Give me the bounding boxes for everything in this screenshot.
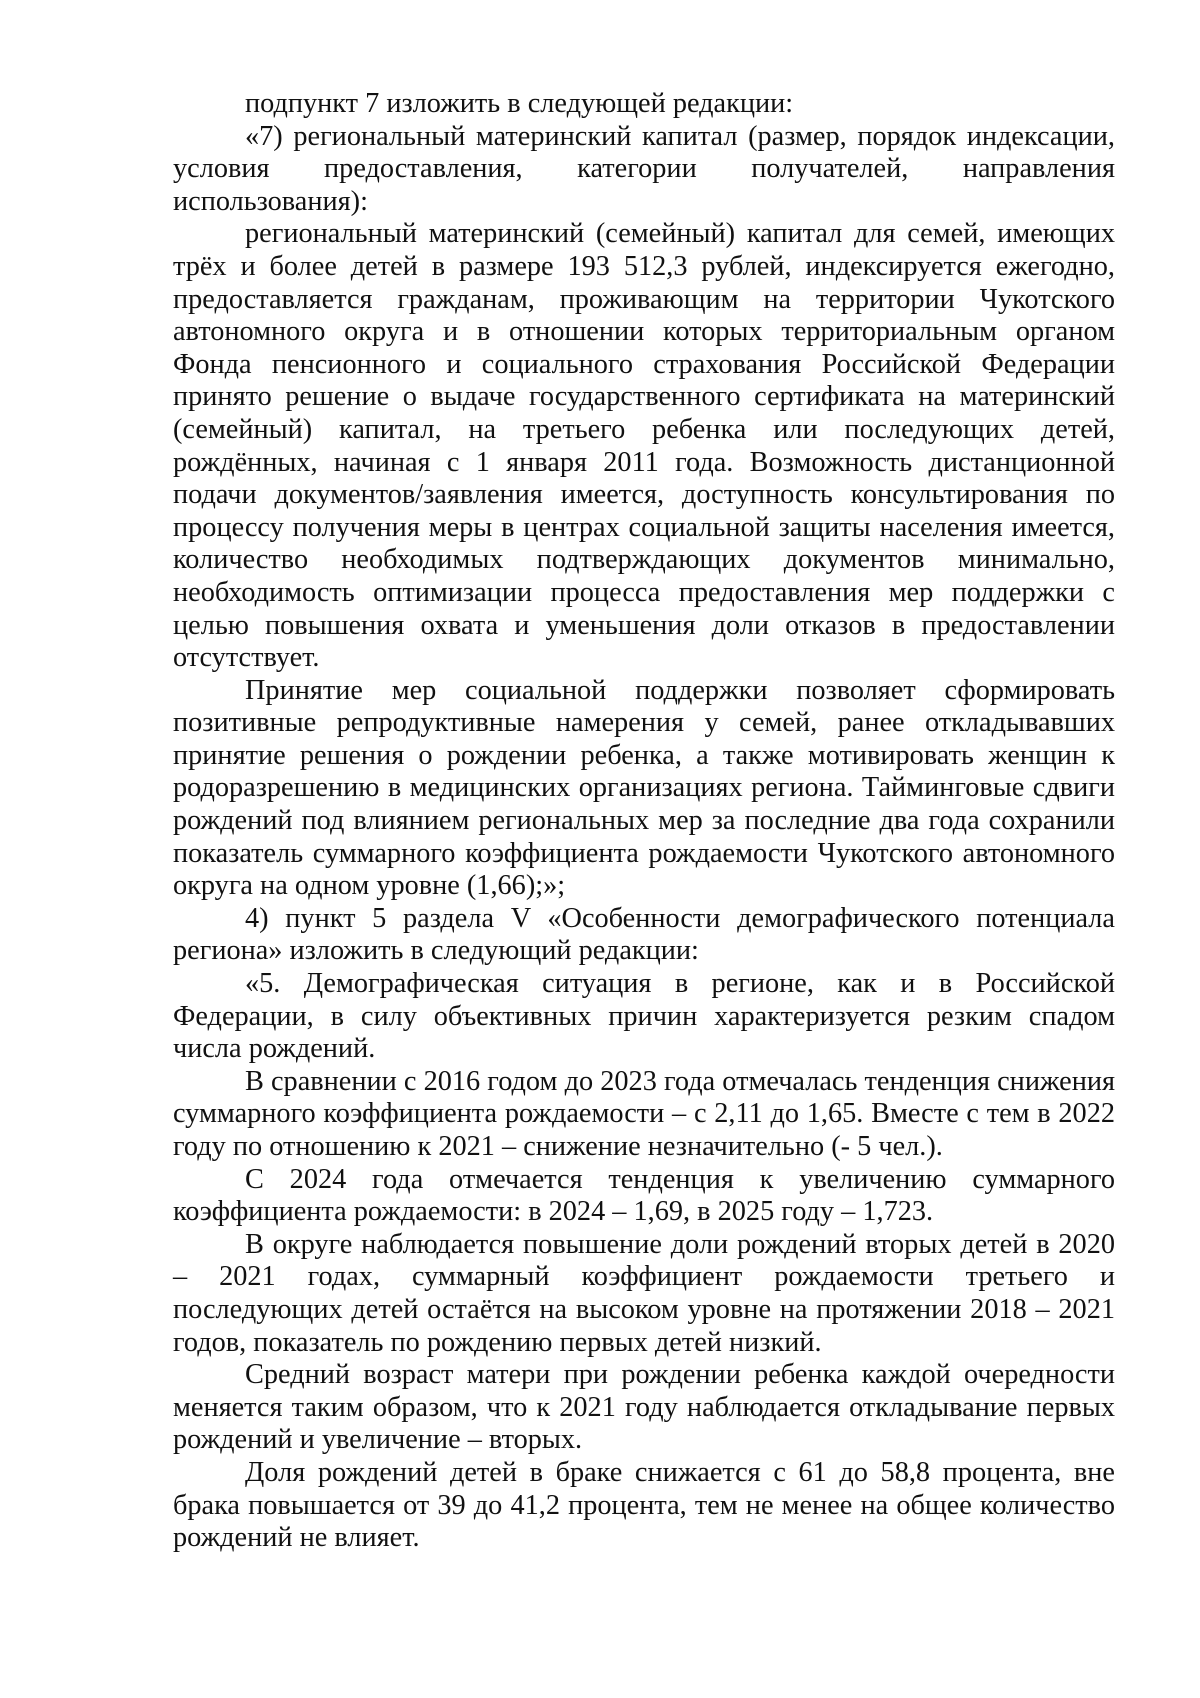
paragraph-regional-capital-heading: «7) региональный материнский капитал (размер, порядок индексации, условия предоставления, категории получателей, направления использования): bbox=[173, 120, 1115, 217]
paragraph-fertility-decline: В сравнении с 2016 годом до 2023 года отмечалась тенденция снижения суммарного коэффициента рождаемости – с 2,11 до 1,65. Вместе с тем в 2022 году по отношению к 2021 – снижение незначительно (- 5 чел.). bbox=[173, 1065, 1115, 1162]
paragraph-social-support-measures: Принятие мер социальной поддержки позволяет сформировать позитивные репродуктивные намерения у семей, ранее откладывавших принятие решения о рождении ребенка, а также мотивировать женщин к родоразрешению в медицинских организациях региона. Тайминговые сдвиги рождений под влиянием региональных мер за последние два года сохранили показатель суммарного коэффициента рождаемости Чукотского автономного округа на одном уровне (1,66);»; bbox=[173, 674, 1115, 902]
paragraph-demographic-situation: «5. Демографическая ситуация в регионе, как и в Российской Федерации, в силу объективных причин характеризуется резким спадом числа рождений. bbox=[173, 968, 1115, 1065]
paragraph-mother-age: Средний возраст матери при рождении ребенка каждой очередности меняется таким образом, что к 2021 году наблюдается откладывание первых рождений и увеличение – вторых. bbox=[173, 1359, 1115, 1456]
paragraph-point-5-intro: 4) пункт 5 раздела V «Особенности демографического потенциала региона» изложить в следующий редакции: bbox=[173, 902, 1115, 967]
paragraph-fertility-increase: С 2024 года отмечается тенденция к увеличению суммарного коэффициента рождаемости: в 2024 – 1,69, в 2025 году – 1,723. bbox=[173, 1163, 1115, 1228]
paragraph-second-births: В округе наблюдается повышение доли рождений вторых детей в 2020 – 2021 годах, суммарный коэффициент рождаемости третьего и последующих детей остаётся на высоком уровне на протяжении 2018 – 2021 годов, показатель по рождению первых детей низкий. bbox=[173, 1228, 1115, 1358]
document-page bbox=[173, 88, 1115, 1555]
paragraph-regional-capital-details: региональный материнский (семейный) капитал для семей, имеющих трёх и более детей в размере 193 512,3 рублей, индексируется ежегодно, предоставляется гражданам, проживающим на территории Чукотского автономного округа и в отношении которых территориальным органом Фонда пенсионного и социального страхования Российской Федерации принято решение о выдаче государственного сертификата на материнский (семейный) капитал, на третьего ребенка или последующих детей, рождённых, начиная с 1 января 2011 года. Возможность дистанционной подачи документов/заявления имеется, доступность консультирования по процессу получения меры в центрах социальной защиты населения имеется, количество необходимых подтверждающих документов минимально, необходимость оптимизации процесса предоставления мер поддержки с целью повышения охвата и уменьшения доли отказов в предоставлении отсутствует. bbox=[173, 218, 1115, 674]
paragraph-subpoint-7-intro: подпункт 7 изложить в следующей редакции: bbox=[245, 88, 794, 119]
paragraph-marital-births: Доля рождений детей в браке снижается с 61 до 58,8 процента, вне брака повышается от 39 до 41,2 процента, тем не менее на общее количество рождений не влияет. bbox=[173, 1456, 1115, 1554]
